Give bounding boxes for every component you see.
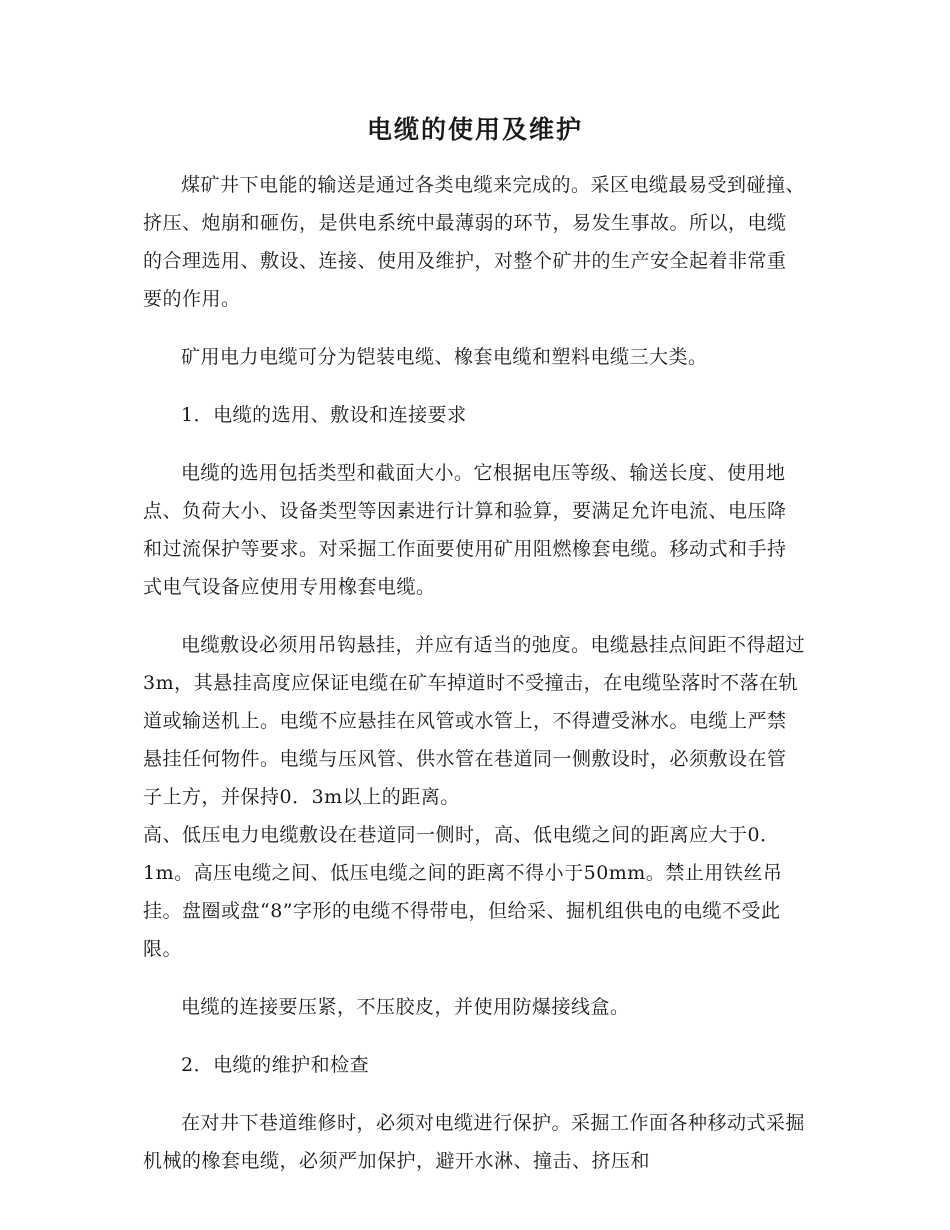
- document-title: 电缆的使用及维护: [366, 115, 583, 144]
- paragraph-connection: 电缆的连接要压紧，不压胶皮，并使用防爆接线盒。: [181, 996, 630, 1018]
- paragraph-selection: 电缆的选用包括类型和截面大小。它根据电压等级、输送长度、使用地点、负荷大小、设备类型等因素进行计算和验算，要满足允许电流、电压降和过流保护等要求。对采掘工作面要使用矿用阻燃橡套电缆。移动式和手持式电气设备应使用专用橡套电缆。: [143, 462, 787, 598]
- paragraph-intro: 煤矿井下电能的输送是通过各类电缆来完成的。采区电缆最易受到碰撞、挤压、炮崩和砸伤，是供电系统中最薄弱的环节，易发生事故。所以，电缆的合理选用、敷设、连接、使用及维护，对整个矿井的生产安全起着非常重要的作用。: [143, 174, 806, 310]
- paragraph-laying: 电缆敷设必须用吊钩悬挂，并应有适当的弛度。电缆悬挂点间距不得超过3m，其悬挂高度应保证电缆在矿车掉道时不受撞击，在电缆坠落时不落在轨道或输送机上。电缆不应悬挂在风管或水管上，不得遭受淋水。电缆上严禁悬挂任何物件。电缆与压风管、供水管在巷道同一侧敷设时，必须敷设在管子上方，并保持0．3m以上的距离。: [143, 634, 806, 808]
- document-body: [143, 166, 805, 1200]
- section-heading-2: 2．电缆的维护和检查: [181, 1054, 370, 1076]
- paragraph-cable-types: 矿用电力电缆可分为铠装电缆、橡套电缆和塑料电缆三大类。: [181, 346, 708, 368]
- paragraph-high-low-voltage: 高、低压电力电缆敷设在巷道同一侧时，高、低电缆之间的距离应大于0．1m。高压电缆之间、低压电缆之间的距离不得小于50mm。禁止用铁丝吊挂。盘圈或盘“8”字形的电缆不得带电，但给采、掘机组供电的电缆不受此限。: [143, 824, 783, 960]
- paragraph-maintenance: 在对井下巷道维修时，必须对电缆进行保护。采掘工作面各种移动式采掘机械的橡套电缆，必须严加保护，避开水淋、撞击、挤压和: [143, 1112, 806, 1172]
- section-heading-1: 1．电缆的选用、敷设和连接要求: [181, 404, 467, 426]
